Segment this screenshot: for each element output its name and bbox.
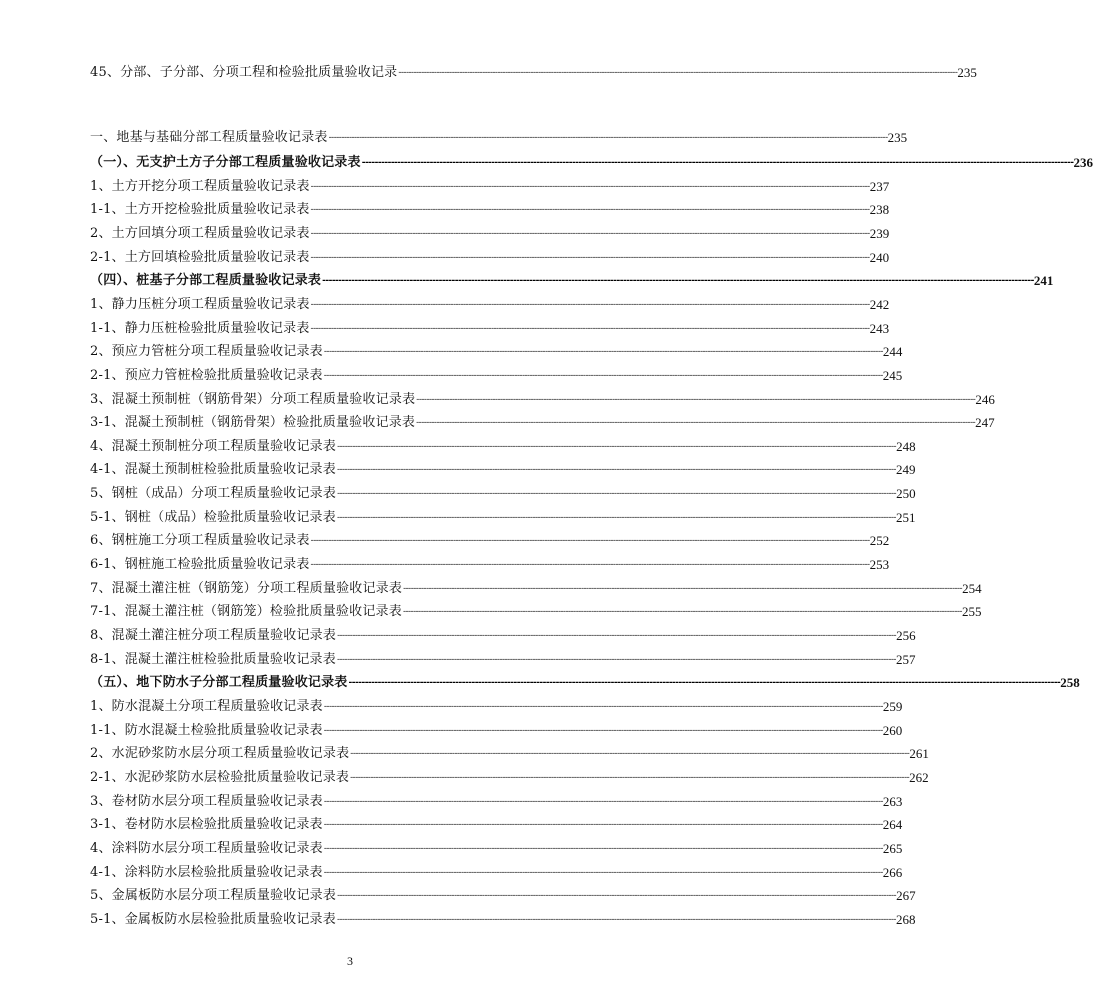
toc-entry-page: 258: [1060, 675, 1080, 691]
toc-entry-title: 一、地基与基础分部工程质量验收记录表: [90, 130, 328, 145]
toc-leader-dashes: ----------------------------------------------------------------------------------------------------------------------------------------------------------------------------------------------------------------------------: [328, 133, 888, 143]
toc-entry-title: 2、预应力管桩分项工程质量验收记录表: [90, 344, 323, 360]
toc-entry-page: 252: [869, 533, 890, 549]
toc-entry[interactable]: [90, 578, 982, 600]
toc-entry[interactable]: [90, 862, 903, 884]
toc-entry-title: 4-1、涂料防水层检验批质量验收记录表: [90, 864, 323, 880]
toc-leader-dashes: ----------------------------------------------------------------------------------------------------------------------------------------------------------------------------------------------------------------------------: [337, 631, 897, 641]
toc-entry-page: 249: [895, 462, 916, 478]
toc-leader-dashes: ----------------------------------------------------------------------------------------------------------------------------------------------------------------------------------------------------------------------------: [310, 228, 870, 239]
toc-entry[interactable]: [90, 341, 903, 363]
toc-entry[interactable]: [90, 507, 916, 529]
toc-entry-page: 237: [869, 178, 890, 194]
toc-entry-title: （一）、无支护土方子分部工程质量验收记录表: [90, 155, 361, 170]
toc-leader-dashes: ----------------------------------------------------------------------------------------------------------------------------------------------------------------------------------------------------------------------------: [310, 252, 870, 263]
toc-entry-title: 4-1、混凝土预制桩检验批质量验收记录表: [90, 462, 336, 478]
toc-entry-page: 257: [895, 651, 916, 667]
toc-entry-page: 239: [869, 225, 890, 241]
toc-entry-title: 4、涂料防水层分项工程质量验收记录表: [90, 840, 323, 856]
toc-entry[interactable]: [90, 530, 890, 552]
toc-leader-dashes: ----------------------------------------------------------------------------------------------------------------------------------------------------------------------------------------------------------------------------: [403, 583, 963, 594]
toc-entry-title: 5、钢桩（成品）分项工程质量验收记录表: [90, 486, 337, 502]
toc-entry-title: 2、水泥砂浆防水层分项工程质量验收记录表: [90, 746, 350, 762]
toc-entry[interactable]: [90, 743, 929, 765]
toc-entry[interactable]: [90, 459, 916, 481]
toc-entry-page: 240: [869, 249, 890, 265]
toc-entry-page: 268: [895, 911, 916, 927]
toc-entry-page: 251: [895, 509, 916, 525]
toc-entry-title: 5-1、钢桩（成品）检验批质量验收记录表: [90, 509, 336, 525]
toc-leader-dashes: ----------------------------------------------------------------------------------------------------------------------------------------------------------------------------------------------------------------------------: [323, 725, 883, 736]
toc-entry[interactable]: [90, 791, 903, 813]
toc-entry-page: 263: [882, 793, 903, 809]
toc-leader-dashes: ----------------------------------------------------------------------------------------------------------------------------------------------------------------------------------------------------------------------------: [310, 181, 870, 192]
toc-entry-page: 256: [896, 628, 916, 643]
toc-entry[interactable]: [90, 483, 916, 505]
toc-entry-title: 3、卷材防水层分项工程质量验收记录表: [90, 793, 323, 809]
toc-entry[interactable]: [90, 318, 890, 340]
toc-entry[interactable]: [90, 625, 916, 647]
toc-entry[interactable]: [90, 767, 929, 789]
toc-entry-page: 235: [887, 130, 908, 145]
toc-entry-page: 238: [869, 202, 890, 218]
toc-entry-page: 260: [882, 722, 903, 738]
toc-entry-title: 8、混凝土灌注桩分项工程质量验收记录表: [90, 628, 337, 643]
toc-leader-dashes: ----------------------------------------------------------------------------------------------------------------------------------------------------------------------------------------------------------------------------: [337, 441, 897, 452]
toc-entry[interactable]: [90, 199, 890, 221]
toc-leader-dashes: ----------------------------------------------------------------------------------------------------------------------------------------------------------------------------------------------------------------------------: [310, 560, 870, 571]
toc-entry[interactable]: [90, 838, 903, 860]
toc-leader-dashes: ----------------------------------------------------------------------------------------------------------------------------------------------------------------------------------------------------------------------------: [336, 465, 896, 476]
toc-entry[interactable]: [90, 554, 890, 576]
toc-entry-title: 3、混凝土预制桩（钢筋骨架）分项工程质量验收记录表: [90, 391, 416, 407]
toc-entry[interactable]: [90, 672, 1080, 694]
toc-leader-dashes: ----------------------------------------------------------------------------------------------------------------------------------------------------------------------------------------------------------------------------: [323, 796, 883, 807]
toc-entry-title: 5-1、金属板防水层检验批质量验收记录表: [90, 911, 336, 927]
toc-entry-title: 6、钢桩施工分项工程质量验收记录表: [90, 533, 310, 549]
toc-entry-page: 247: [975, 415, 995, 431]
toc-leader-dashes: ----------------------------------------------------------------------------------------------------------------------------------------------------------------------------------------------------------------------------: [323, 370, 883, 381]
toc-entry[interactable]: [90, 365, 903, 387]
toc-leader-dashes: ----------------------------------------------------------------------------------------------------------------------------------------------------------------------------------------------------------------------------: [337, 489, 897, 500]
toc-entry-page: 259: [882, 698, 903, 714]
toc-leader-dashes: ----------------------------------------------------------------------------------------------------------------------------------------------------------------------------------------------------------------------------: [402, 607, 962, 618]
toc-leader-dashes: ----------------------------------------------------------------------------------------------------------------------------------------------------------------------------------------------------------------------------: [310, 536, 870, 547]
toc-leader-dashes: ----------------------------------------------------------------------------------------------------------------------------------------------------------------------------------------------------------------------------: [416, 394, 976, 405]
toc-entry-title: 1、静力压桩分项工程质量验收记录表: [90, 296, 310, 312]
toc-leader-dashes: ----------------------------------------------------------------------------------------------------------------------------------------------------------------------------------------------------------------------------: [398, 68, 958, 78]
toc-entry-title: 7-1、混凝土灌注桩（钢筋笼）检验批质量验收记录表: [90, 604, 402, 620]
toc-leader-dashes: ----------------------------------------------------------------------------------------------------------------------------------------------------------------------------------------------------------------------------: [336, 914, 896, 925]
toc-entry-page: 262: [909, 769, 929, 785]
toc-entry-title: 1-1、土方开挖检验批质量验收记录表: [90, 202, 310, 218]
toc-entry-title: 3-1、卷材防水层检验批质量验收记录表: [90, 817, 323, 833]
toc-entry[interactable]: [90, 412, 995, 434]
toc-entry-title: （五）、地下防水子分部工程质量验收记录表: [90, 675, 348, 691]
toc-entry[interactable]: [90, 814, 903, 836]
toc-entry[interactable]: [90, 223, 890, 245]
toc-entry-page: 254: [962, 580, 982, 596]
toc-entry-page: 246: [975, 391, 995, 407]
toc-entry-page: 255: [961, 604, 982, 620]
toc-entry-title: 1-1、防水混凝土检验批质量验收记录表: [90, 722, 323, 738]
toc-leader-dashes: ----------------------------------------------------------------------------------------------------------------------------------------------------------------------------------------------------------------------------: [336, 512, 896, 523]
toc-entry-page: 242: [869, 296, 890, 312]
toc-entry-title: 1、防水混凝土分项工程质量验收记录表: [90, 698, 323, 714]
toc-leader-dashes: ----------------------------------------------------------------------------------------------------------------------------------------------------------------------------------------------------------------------------: [322, 276, 1034, 287]
toc-entry-page: 248: [896, 438, 916, 454]
toc-leader-dashes: ----------------------------------------------------------------------------------------------------------------------------------------------------------------------------------------------------------------------------: [323, 347, 883, 358]
toc-entry-title: 2-1、预应力管桩检验批质量验收记录表: [90, 367, 323, 383]
toc-entry-title: 3-1、混凝土预制桩（钢筋骨架）检验批质量验收记录表: [90, 415, 416, 431]
toc-entry[interactable]: [90, 247, 890, 269]
toc-leader-dashes: ----------------------------------------------------------------------------------------------------------------------------------------------------------------------------------------------------------------------------: [348, 678, 1061, 689]
toc-entry-page: 253: [869, 557, 890, 573]
toc-entry[interactable]: [90, 127, 908, 149]
toc-leader-dashes: ----------------------------------------------------------------------------------------------------------------------------------------------------------------------------------------------------------------------------: [323, 820, 883, 831]
toc-entry[interactable]: [90, 436, 916, 458]
toc-leader-dashes: ----------------------------------------------------------------------------------------------------------------------------------------------------------------------------------------------------------------------------: [323, 867, 883, 878]
toc-entry[interactable]: [90, 389, 995, 411]
toc-leader-dashes: ----------------------------------------------------------------------------------------------------------------------------------------------------------------------------------------------------------------------------: [350, 749, 910, 760]
toc-entry-title: （四）、桩基子分部工程质量验收记录表: [90, 273, 322, 289]
toc-leader-dashes: ----------------------------------------------------------------------------------------------------------------------------------------------------------------------------------------------------------------------------: [310, 205, 870, 216]
toc-entry-title: 2-1、土方回填检验批质量验收记录表: [90, 249, 310, 265]
toc-entry[interactable]: [90, 720, 903, 742]
toc-entry-page: 244: [882, 344, 903, 360]
toc-leader-dashes: ----------------------------------------------------------------------------------------------------------------------------------------------------------------------------------------------------------------------------: [336, 654, 896, 665]
toc-entry-title: 5、金属板防水层分项工程质量验收记录表: [90, 888, 337, 904]
toc-leader-dashes: ----------------------------------------------------------------------------------------------------------------------------------------------------------------------------------------------------------------------------: [310, 323, 870, 334]
toc-entry-page: 261: [909, 746, 929, 762]
toc-entry-page: 243: [869, 320, 890, 336]
toc-entry[interactable]: [90, 696, 903, 718]
toc-entry-page: 264: [882, 817, 903, 833]
toc-entry-page: 265: [882, 840, 903, 856]
page-number: 3: [347, 954, 353, 968]
toc-entry[interactable]: [90, 270, 1054, 292]
toc-entry-title: 1-1、静力压桩检验批质量验收记录表: [90, 320, 310, 336]
toc-entry-title: 6-1、钢桩施工检验批质量验收记录表: [90, 557, 310, 573]
toc-entry[interactable]: [90, 909, 916, 931]
toc-entry[interactable]: [90, 176, 890, 198]
toc-entry-title: 2、土方回填分项工程质量验收记录表: [90, 225, 310, 241]
toc-entry-page: 267: [896, 888, 916, 904]
toc-entry-page: 266: [882, 864, 903, 880]
toc-leader-dashes: ----------------------------------------------------------------------------------------------------------------------------------------------------------------------------------------------------------------------------: [337, 891, 897, 902]
toc-entry-title: 7、混凝土灌注桩（钢筋笼）分项工程质量验收记录表: [90, 580, 403, 596]
toc-entry[interactable]: [90, 62, 977, 84]
toc-leader-dashes: ----------------------------------------------------------------------------------------------------------------------------------------------------------------------------------------------------------------------------: [323, 843, 883, 854]
toc-leader-dashes: ----------------------------------------------------------------------------------------------------------------------------------------------------------------------------------------------------------------------------: [323, 701, 883, 712]
toc-leader-dashes: ----------------------------------------------------------------------------------------------------------------------------------------------------------------------------------------------------------------------------: [310, 299, 870, 310]
toc-entry-page: 235: [957, 65, 977, 80]
toc-entry[interactable]: [90, 649, 916, 671]
toc-entry[interactable]: [90, 294, 890, 316]
toc-entry-page: 241: [1033, 273, 1054, 289]
toc-entry[interactable]: [90, 601, 982, 623]
toc-leader-dashes: ----------------------------------------------------------------------------------------------------------------------------------------------------------------------------------------------------------------------------: [361, 158, 1074, 168]
toc-entry-page: 236: [1073, 155, 1093, 170]
toc-entry-title: 4、混凝土预制桩分项工程质量验收记录表: [90, 438, 337, 454]
toc-leader-dashes: ----------------------------------------------------------------------------------------------------------------------------------------------------------------------------------------------------------------------------: [350, 772, 910, 783]
toc-entry-page: 250: [896, 486, 916, 502]
toc-entry-title: 1、土方开挖分项工程质量验收记录表: [90, 178, 310, 194]
toc-entry-title: 8-1、混凝土灌注桩检验批质量验收记录表: [90, 651, 336, 667]
toc-entry-page: 245: [882, 367, 903, 383]
toc-entry-title: 45、分部、子分部、分项工程和检验批质量验收记录: [90, 65, 398, 80]
toc-entry[interactable]: [90, 152, 1093, 174]
toc-entry-title: 2-1、水泥砂浆防水层检验批质量验收记录表: [90, 769, 350, 785]
toc-entry[interactable]: [90, 885, 916, 907]
toc-leader-dashes: ----------------------------------------------------------------------------------------------------------------------------------------------------------------------------------------------------------------------------: [416, 418, 976, 429]
